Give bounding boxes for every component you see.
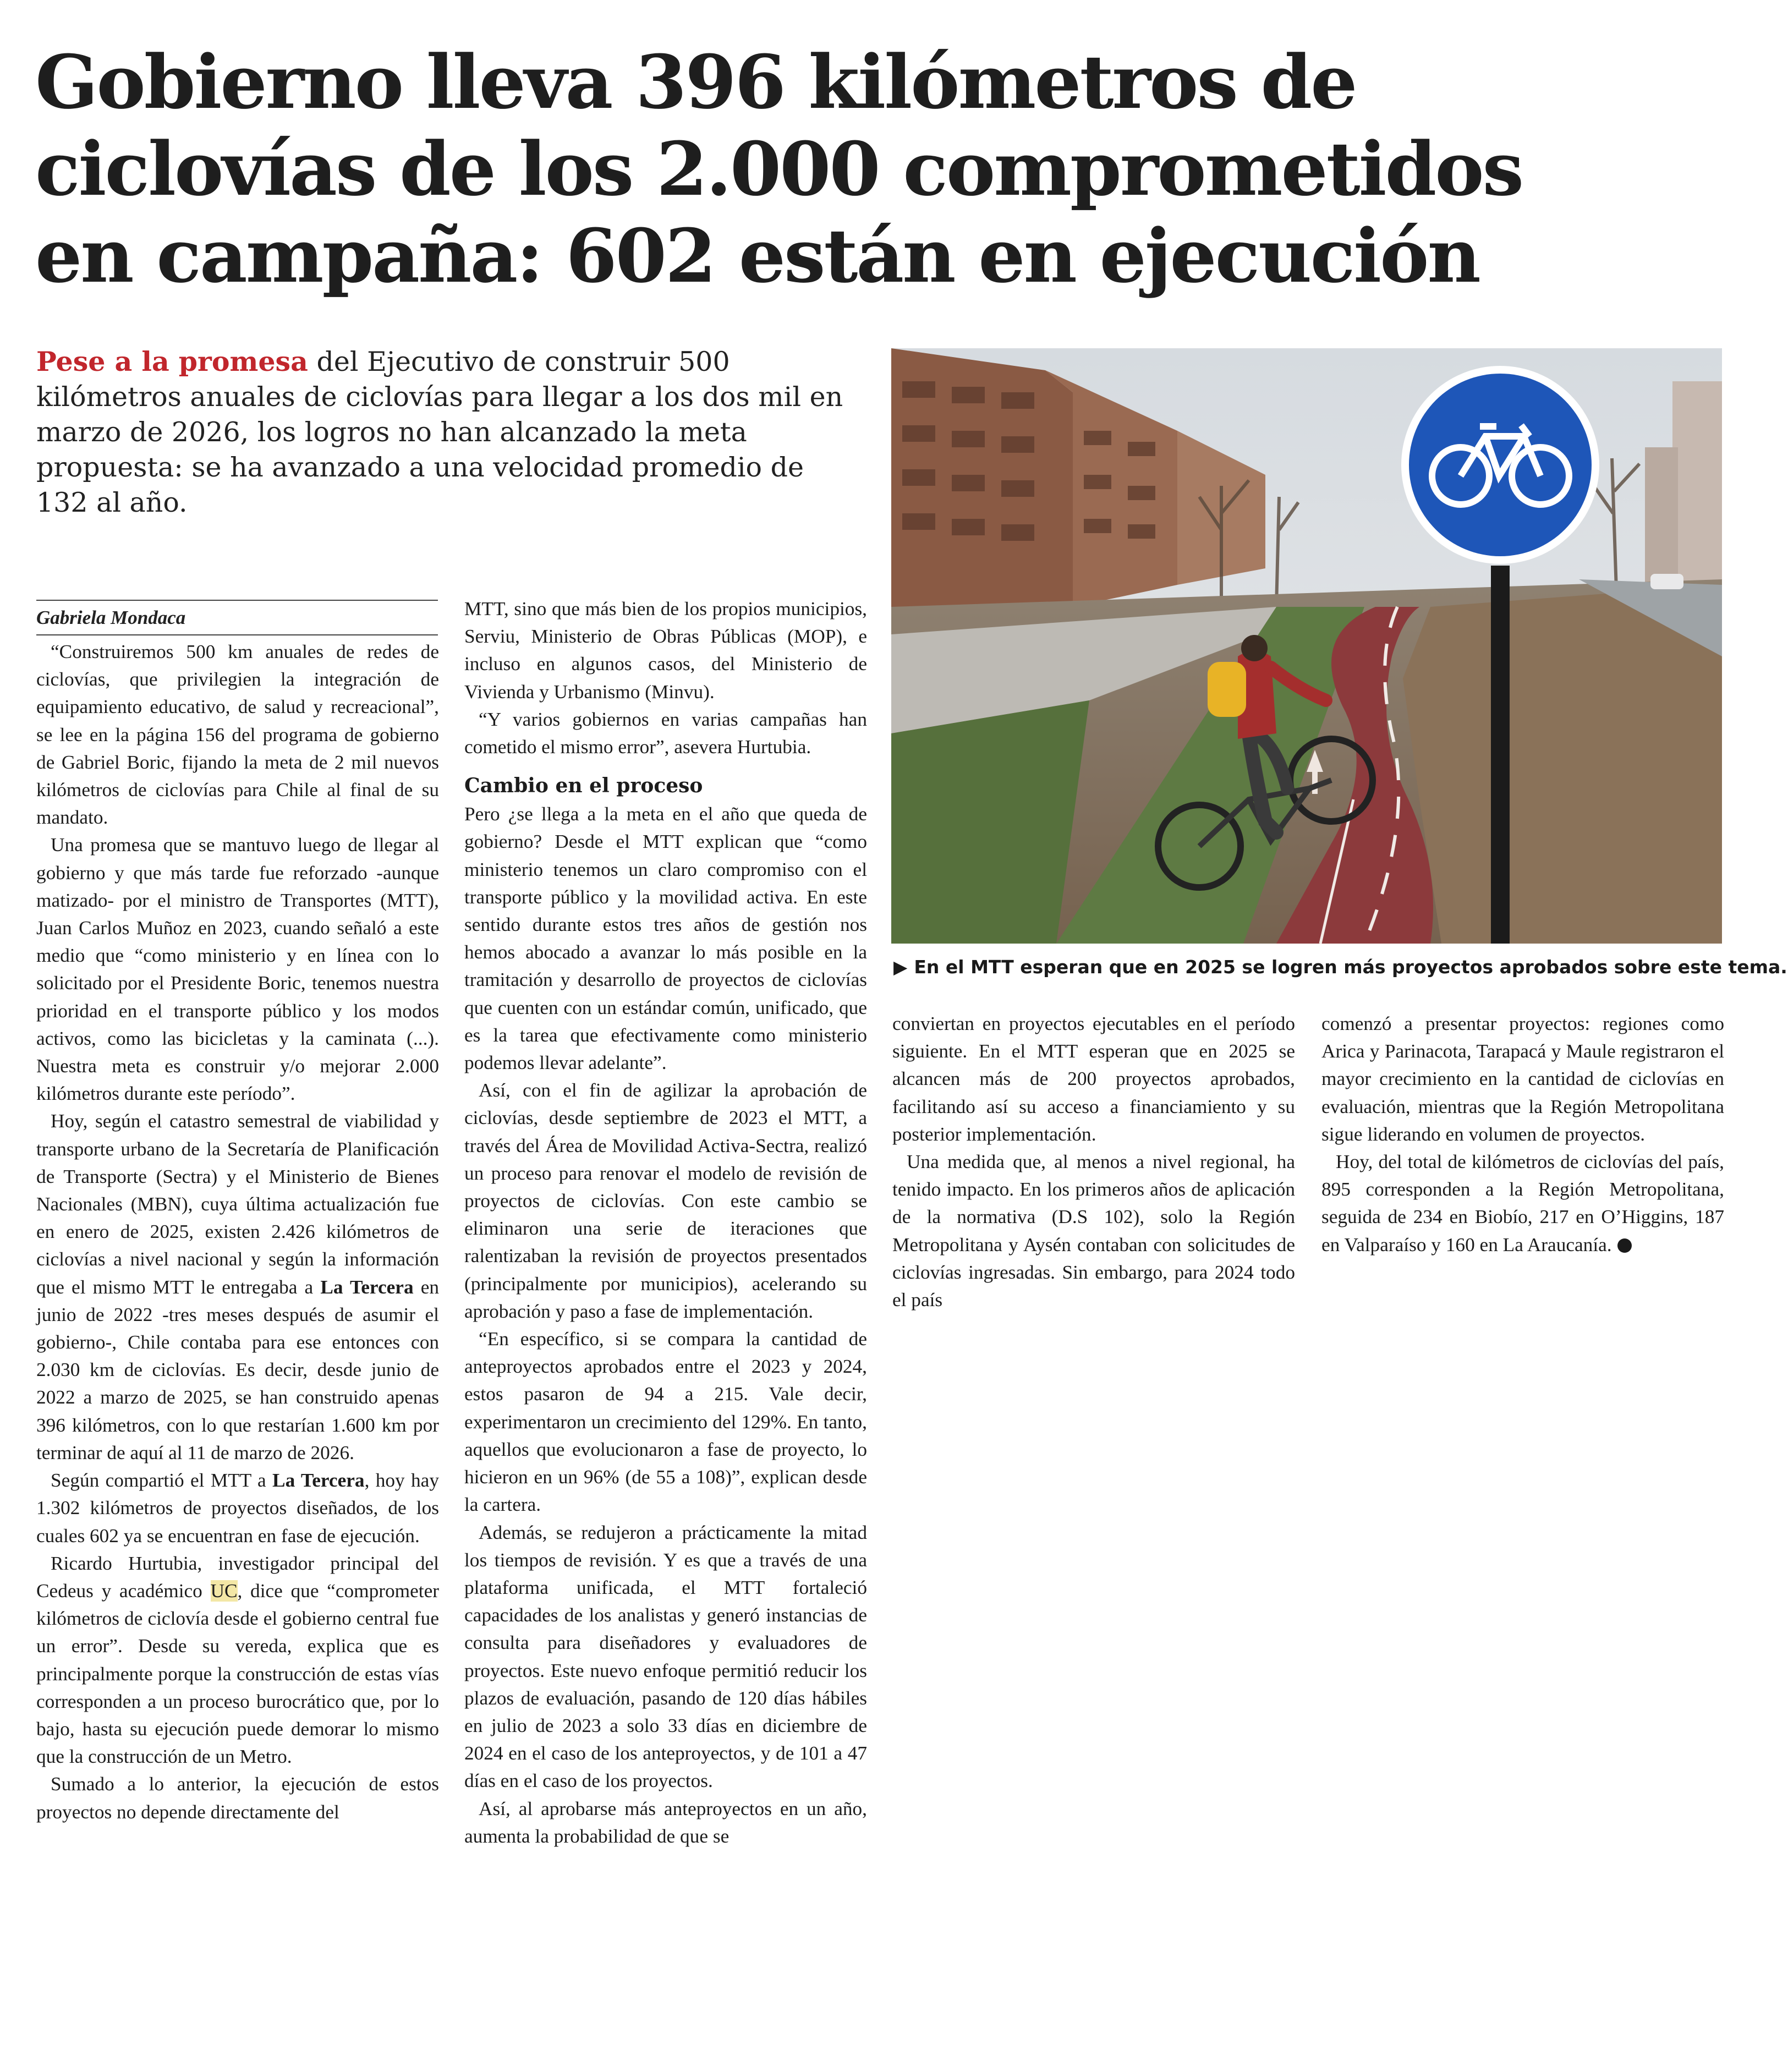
body-paragraph: Sumado a lo anterior, la ejecución de estos proyectos no depende directamente del [36, 1773, 439, 1823]
body-paragraph: conviertan en proyectos ejecutables en el período siguiente. En el MTT esperan que en 2025 se alcancen más de 200 proyectos aprobados, facilitando así su acceso a financiamiento y su posterior implementación. [892, 1013, 1295, 1145]
headline [35, 39, 1686, 299]
body-paragraph: Ricardo Hurtubia, investigador principal del Cedeus y académico UC, dice que “comprometer kilómetros de ciclovía desde el gobierno central fue un error”. Desde su vereda, explica que es principalmente porque la construcción de estas vías corresponden a un proceso burocrático que, por lo bajo, hasta su ejecución puede demorar lo mismo que la construcción de un Metro. [36, 1552, 440, 1768]
body-paragraph: Pero ¿se llega a la meta en el año que queda de gobierno? Desde el MTT explican que “como ministerio tenemos un claro compromiso con el transporte público y la movilidad activa. En este sentido durante estos tres años de gestión nos hemos abocado a avanzar lo más posible en la tramitación y desarrollo de proyectos de ciclovías que cuenten con un estándar común, unificado, que es la tarea que efectivamente como ministerio podemos llevar adelante”. [464, 803, 867, 1074]
uc-link[interactable]: UC [210, 1580, 238, 1602]
byline-bottom-rule [36, 634, 438, 635]
body-paragraph: “Y varios gobiernos en varias campañas han cometido el mismo error”, asevera Hurtubia. [464, 708, 867, 758]
caption-text: En el MTT esperan que en 2025 se logren más proyectos aprobados sobre este tema. [914, 956, 1787, 978]
body-paragraph: Así, al aprobarse más anteproyectos en un año, aumenta la probabilidad de que se [464, 1797, 867, 1847]
byline: Gabriela Mondaca [36, 607, 186, 628]
body-paragraph: Además, se redujeron a prácticamente la mitad los tiempos de revisión. Y es que a través de una plataforma unificada, el MTT fortaleció capacidades de los analistas y generó instancias de consulta para diseñadores y evaluadores de proyectos. Este nuevo enfoque permitió reducir los plazos de evaluación, pasando de 120 días hábiles en julio de 2023 a solo 33 días en diciembre de 2024 en el caso de los anteproyectos, y de 101 a 47 días en el caso de los proyectos. [464, 1521, 867, 1792]
publication-name: La Tercera [320, 1276, 414, 1298]
lead-highlight: Pese a la promesa [36, 346, 308, 377]
body-paragraph: Una medida que, al menos a nivel regional, ha tenido impacto. En los primeros años de aplicación de la normativa (D.S 102), solo la Región Metropolitana y Aysén contaban con solicitudes de ciclovías ingresadas. Sin embargo, para 2024 todo el país [892, 1151, 1295, 1311]
article-photo [891, 348, 1722, 944]
publication-name: La Tercera [272, 1470, 365, 1492]
body-paragraph: MTT, sino que más bien de los propios municipios, Serviu, Ministerio de Obras Públicas (MOP), e incluso en algunos casos, del Ministerio de Vivienda y Urbanismo (Minvu). [464, 598, 867, 703]
body-paragraph: Hoy, según el catastro semestral de viabilidad y transporte urbano de la Secretaría de Planificación de Transporte (Sectra) y el Ministerio de Bienes Nacionales (MBN), cuya última actualización fue en enero de 2025, existen 2.426 kilómetros de ciclovías a nivel nacional y según la información que el mismo MTT le entregaba a La Tercera en junio de 2022 -tres meses después de asumir el gobierno-, Chile contaba para ese entonces con 2.030 km de ciclovías. Es decir, desde junio de 2022 a marzo de 2025, se han construido apenas 396 kilómetros, con lo que restarían 1.600 km por terminar de aquí al 11 de marzo de 2026. [36, 1110, 440, 1463]
headline-line-3: en campaña: 602 están en ejecución [35, 212, 1479, 299]
headline-line-2: ciclovías de los 2.000 comprometidos [35, 125, 1523, 212]
body-paragraph: Según compartió el MTT a La Tercera, hoy hay 1.302 kilómetros de proyectos diseñados, de los cuales 602 ya se encuentran en fase de ejecución. [36, 1470, 439, 1547]
article-column-2 [464, 595, 867, 1850]
lead-text: del Ejecutivo de construir 500 kilómetros anuales de ciclovías para llegar a los dos mil en marzo de 2026, los logros no han alcanzado la meta propuesta: se ha avanzado a una velocidad promedio de 132 al año. [36, 346, 843, 518]
body-paragraph: comenzó a presentar proyectos: regiones como Arica y Parinacota, Tarapacá y Maule registraron el mayor crecimiento en la cantidad de ciclovías en evaluación, mientras que la Región Metropolitana sigue liderando en volumen de proyectos. [1321, 1013, 1724, 1145]
photo-caption [893, 955, 1787, 979]
body-paragraph: Una promesa que se mantuvo luego de llegar al gobierno y que más tarde fue reforzado -aunque matizado- por el ministro de Transportes (MTT), Juan Carlos Muñoz en 2023, cuando señaló a este medio que “como ministerio y en línea con lo solicitado por el Presidente Boric, tenemos nuestra prioridad en el transporte público y los modos activos, como las bicicletas y la caminata (...). Nuestra meta es construir y/o mejorar 2.000 kilómetros durante este período”. [36, 834, 439, 1105]
article-column-1 [36, 638, 439, 1826]
photo-cyclist-bike-lane [891, 348, 1722, 944]
body-paragraph: Así, con el fin de agilizar la aprobación de ciclovías, desde septiembre de 2023 el MTT, a través del Área de Movilidad Activa-Sectra, realizó un proceso para renovar el modelo de revisión de proyectos de ciclovías. Con este cambio se eliminaron una serie de iteraciones que ralentizaban la revisión de proyectos presentados (principalmente por municipios), acelerando su aprobación y paso a fase de implementación. [464, 1079, 867, 1322]
byline-top-rule [36, 600, 438, 601]
body-paragraph: “Construiremos 500 km anuales de redes de ciclovías, que privilegien la integración de equipamiento educativo, de salud y recreacional”, se lee en la página 156 del programa de gobierno de Gabriel Boric, fijando la meta de 2 mil nuevos kilómetros de ciclovías para Chile al final de su mandato. [36, 641, 439, 829]
section-subhead: Cambio en el proceso [464, 774, 703, 798]
headline-line-1: Gobierno lleva 396 kilómetros de [35, 39, 1356, 125]
article-column-3 [892, 1010, 1295, 1314]
end-of-article-dot-icon [1617, 1238, 1632, 1253]
caption-triangle-icon: ▶ [893, 956, 908, 978]
lead-paragraph [36, 344, 851, 520]
body-paragraph: “En específico, si se compara la cantidad de anteproyectos aprobados entre el 2023 y 2024, estos pasaron de 94 a 215. Vale decir, experimentaron un crecimiento del 129%. En tanto, aquellos que evolucionaron a fase de proyecto, lo hicieron en un 96% (de 55 a 108)”, explican desde la cartera. [464, 1328, 867, 1516]
article-column-4 [1321, 1010, 1724, 1259]
body-paragraph: Hoy, del total de kilómetros de ciclovías del país, 895 corresponden a la Región Metropolitana, seguida de 234 en Biobío, 217 en O’Higgins, 187 en Valparaíso y 160 en La Araucanía. [1321, 1151, 1724, 1256]
